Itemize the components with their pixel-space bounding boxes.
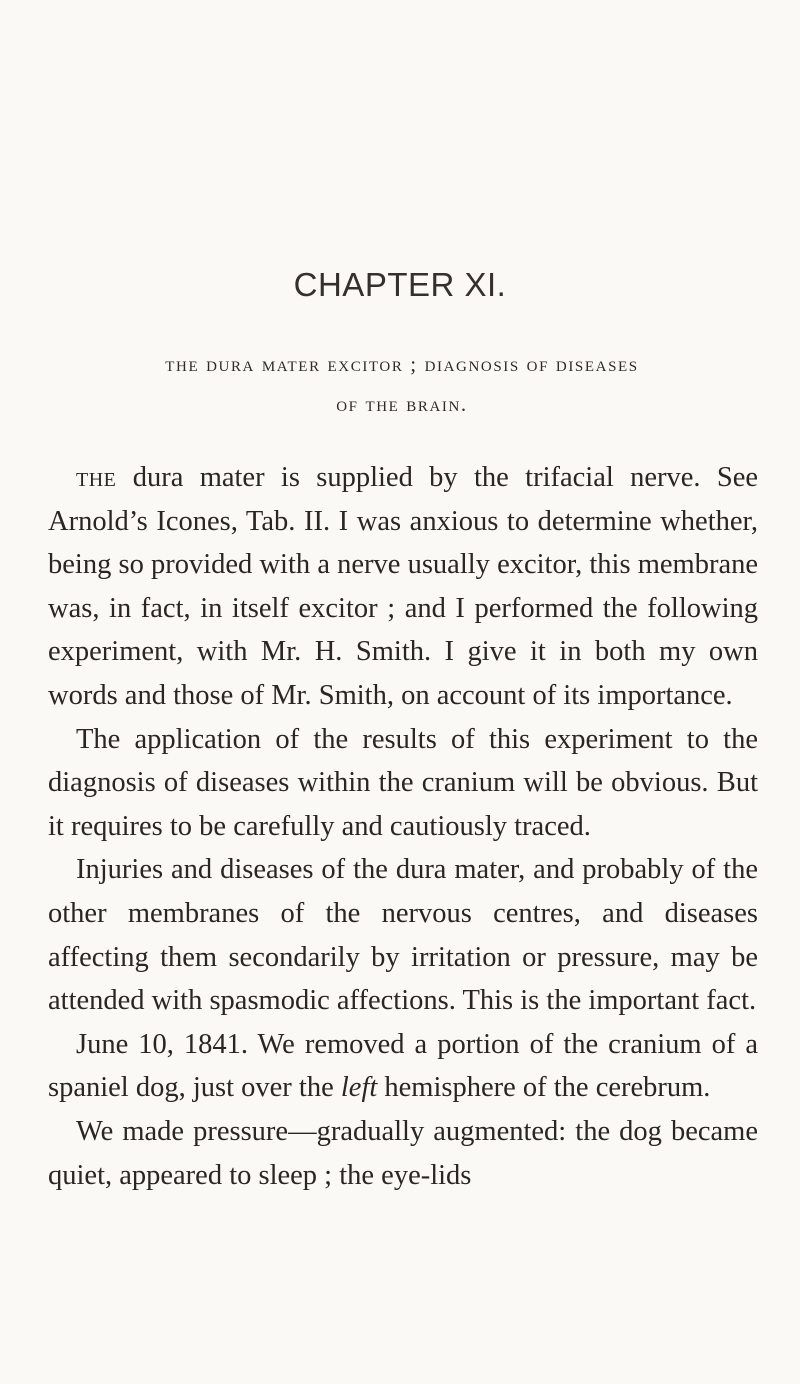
paragraph-5: We made pressure—gradually augmented: the dog became quiet, appeared to sleep ; the eye-lids xyxy=(48,1115,758,1191)
paragraph-2: The application of the results of this experiment to the diagnosis of diseases within the cranium will be obvious. But it requires to be carefully and cautiously traced. xyxy=(48,723,758,842)
chapter-subtitle xyxy=(104,344,700,424)
subtitle-line-2: of the brain. xyxy=(336,392,468,416)
chapter-title: CHAPTER XI. xyxy=(293,266,507,303)
italic-emphasis: left xyxy=(340,1072,378,1104)
paragraph-3: Injuries and diseases of the dura mater, and probably of the other membranes of the nervous centres, and diseases affecting them secondarily by irritation or pressure, may be attended with spasmodic affections. This is the important fact. xyxy=(48,854,758,1017)
subtitle-line-1: the dura mater excitor ; diagnosis of diseases xyxy=(165,352,639,376)
paragraph-1 xyxy=(48,456,758,718)
body-text xyxy=(48,456,758,1197)
paragraph-4 xyxy=(48,1023,758,1110)
paragraph-1-text: dura mater is supplied by the trifacial nerve. See Arnold’s Icones, Tab. II. I was anxious to determine whether, being so provided with a nerve usually excitor, this membrane was, in fact, in itself excitor ; and I performed the following experiment, with Mr. H. Smith. I give it in both my own words and those of Mr. Smith, on account of its importance. xyxy=(48,462,758,711)
paragraph-4-text-before: June 10, 1841. We removed a portion of the cranium of a spaniel dog, just over the xyxy=(48,1028,758,1104)
paragraph-4-text-after: hemisphere of the cerebrum. xyxy=(377,1072,711,1104)
paragraph-lead-word: the xyxy=(76,462,117,493)
